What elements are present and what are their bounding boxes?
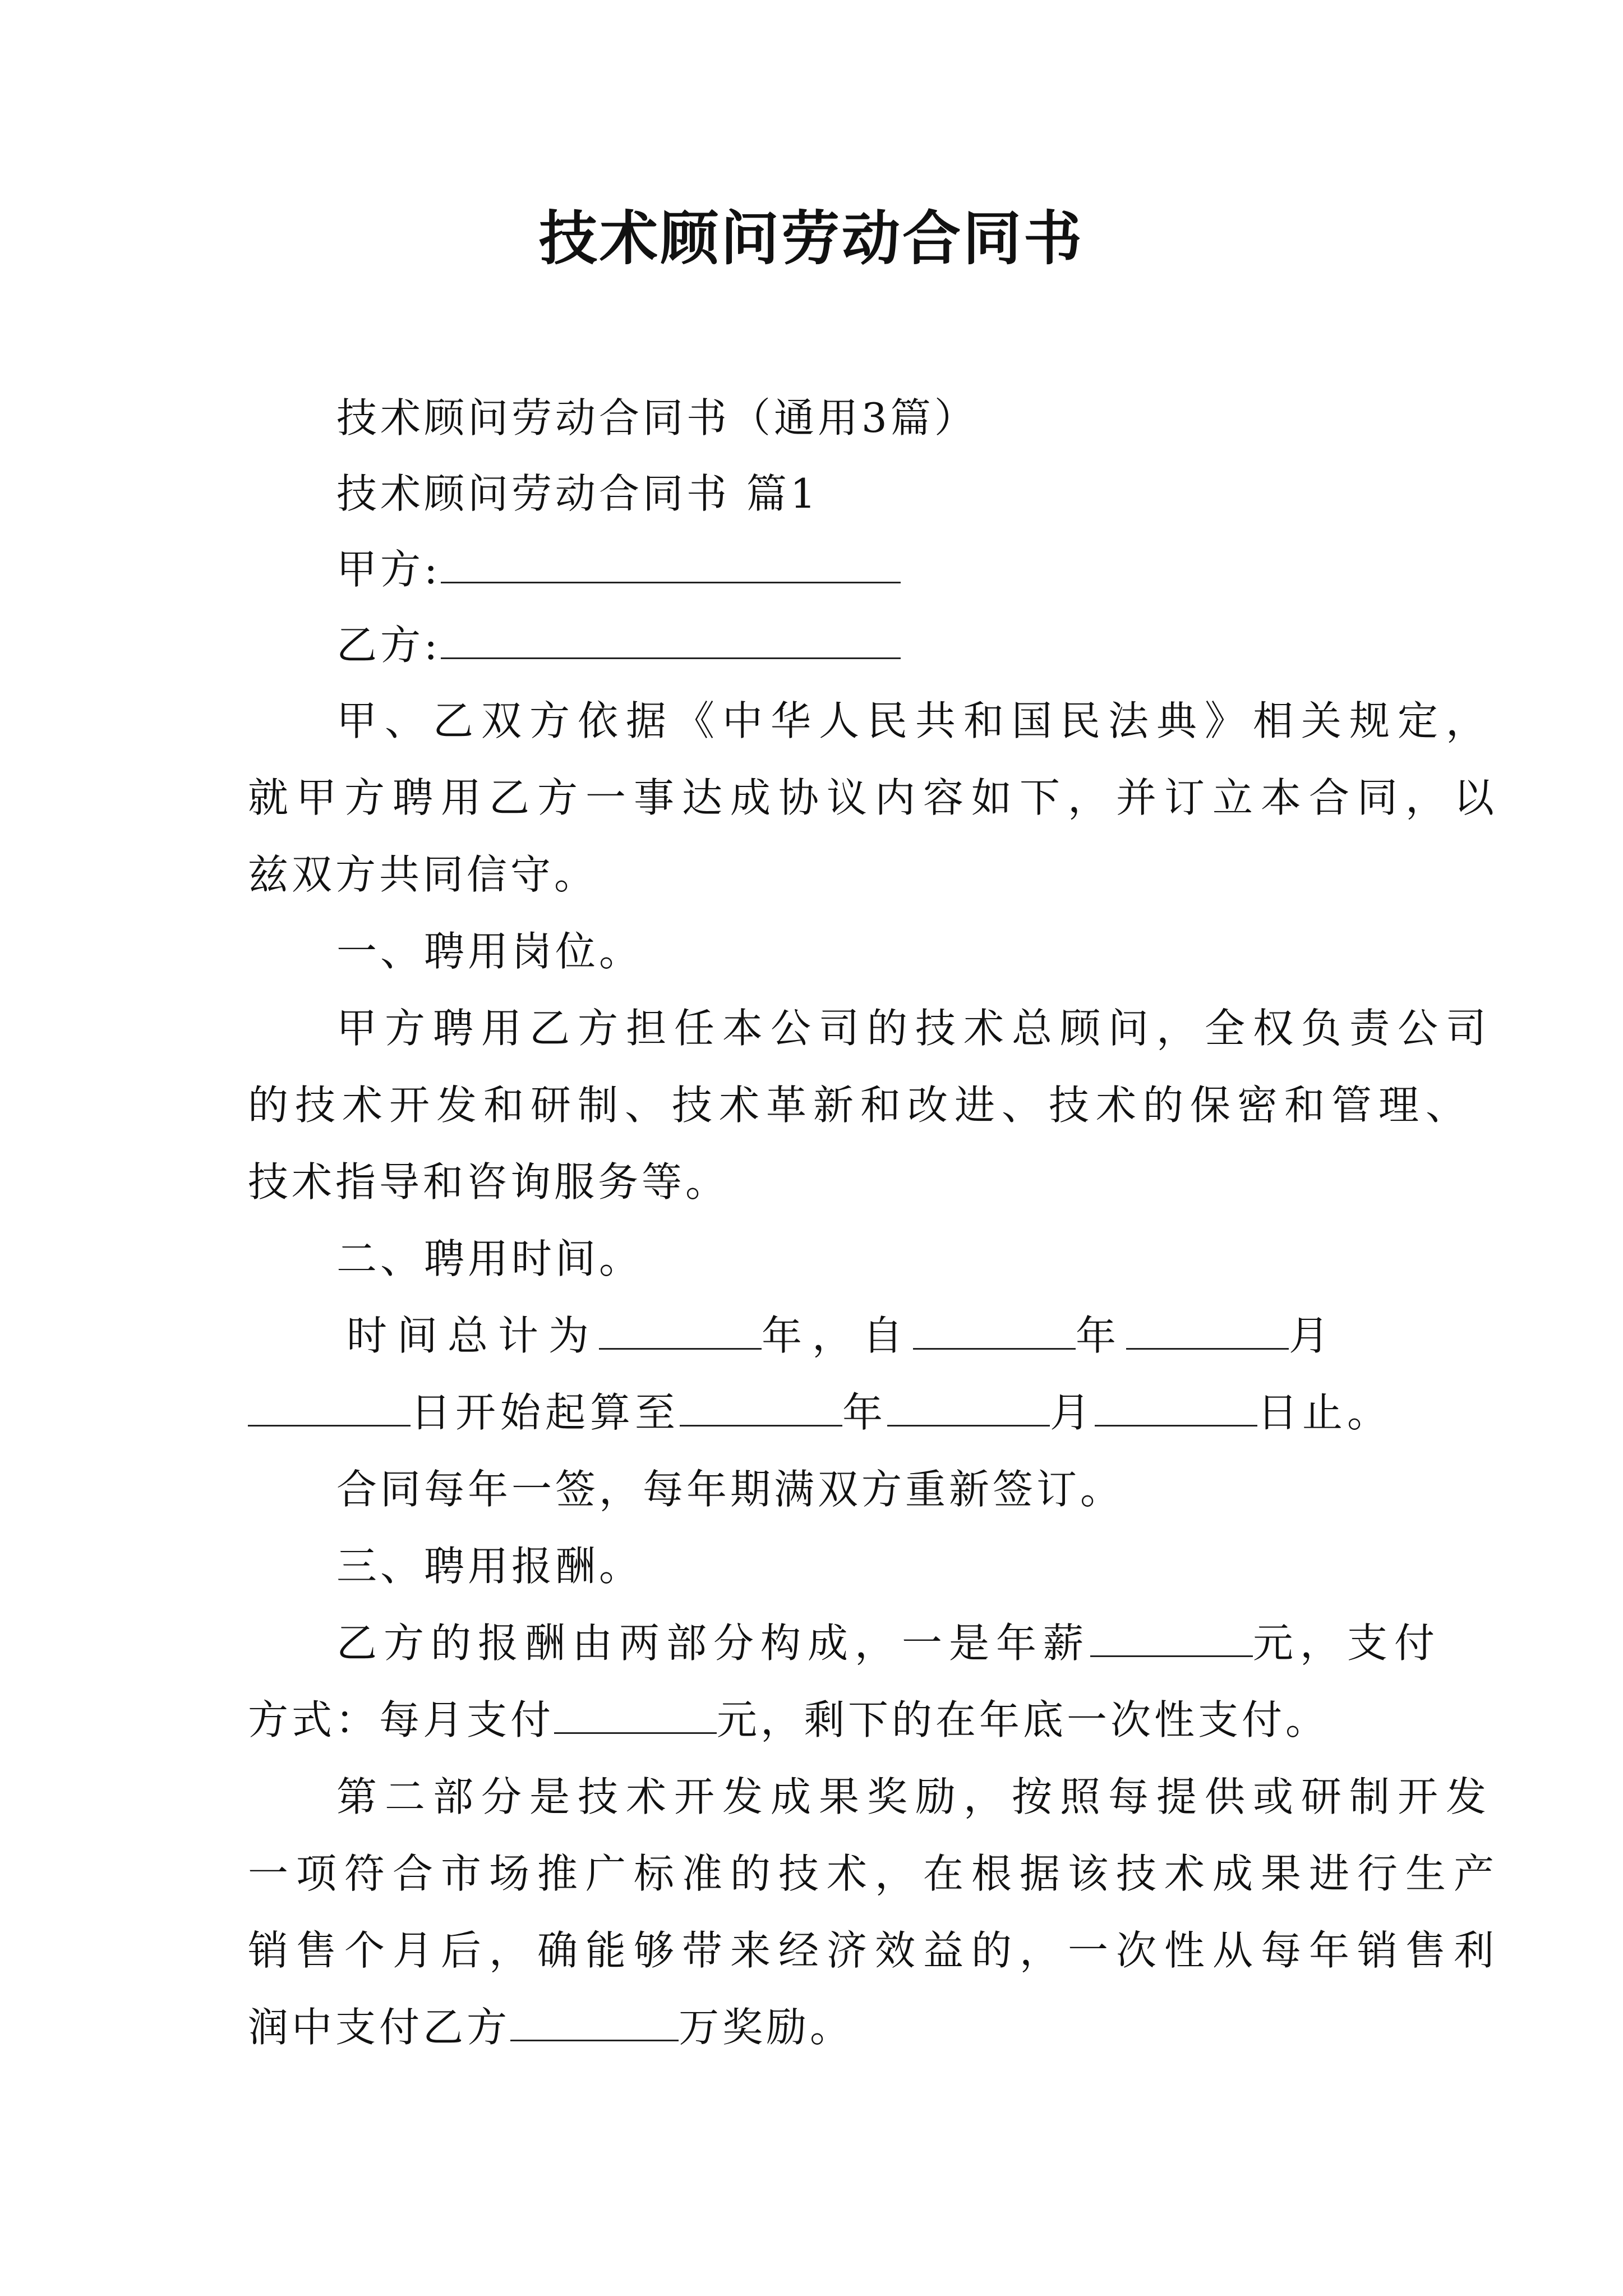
payment-text: 元，剩下的在年底一次性支付。 xyxy=(717,1696,1330,1743)
party-a-line xyxy=(336,541,1380,597)
paragraph-line: 甲方聘用乙方担任本公司的技术总顾问，全权负责公司 xyxy=(336,1005,1495,1052)
term-line-1 xyxy=(347,1308,1479,1364)
party-a-label: 甲方: xyxy=(336,546,441,593)
term-text: 月 xyxy=(1289,1312,1340,1359)
bonus-text: 润中支付乙方 xyxy=(248,2004,511,2051)
term-text: 时间总计为 xyxy=(347,1312,600,1359)
party-b-blank xyxy=(441,622,901,659)
salary-text: 乙方的报酬由两部分构成，一是年薪 xyxy=(336,1619,1091,1667)
start-month-blank xyxy=(1126,1312,1289,1350)
subtitle-line: 技术顾问劳动合同书（通用3篇） xyxy=(336,394,978,441)
term-text: 日开始起算至 xyxy=(411,1389,680,1436)
payment-text: 方式：每月支付 xyxy=(248,1696,555,1743)
start-year-blank xyxy=(913,1312,1076,1350)
end-year-blank xyxy=(680,1389,842,1427)
bonus-amount-blank xyxy=(510,2004,679,2041)
monthly-payment-blank xyxy=(554,1696,717,1734)
term-text: 日止。 xyxy=(1257,1389,1393,1436)
section-heading-line: 技术顾问劳动合同书 篇1 xyxy=(336,470,819,517)
paragraph-line: 的技术开发和研制、技术革新和改进、技术的保密和管理、 xyxy=(248,1082,1473,1129)
clause-heading: 一、聘用岗位。 xyxy=(336,928,643,975)
paragraph-line: 兹双方共同信守。 xyxy=(248,851,598,898)
term-line-2 xyxy=(248,1384,1393,1441)
party-a-blank xyxy=(441,546,901,583)
end-day-blank xyxy=(1095,1389,1257,1427)
payment-line xyxy=(248,1692,1381,1748)
bonus-text: 万奖励。 xyxy=(679,2004,854,2051)
paragraph-line: 第二部分是技术开发成果奖励，按照每提供或研制开发 xyxy=(336,1773,1495,1820)
bonus-line xyxy=(248,1999,1381,2055)
party-b-line xyxy=(336,617,1380,673)
paragraph-line: 合同每年一签，每年期满双方重新签订。 xyxy=(336,1466,1124,1513)
term-years-blank xyxy=(599,1312,762,1350)
term-text: 年，自 xyxy=(762,1312,914,1359)
party-b-label: 乙方: xyxy=(336,622,441,669)
start-day-blank xyxy=(248,1389,411,1427)
term-text: 年 xyxy=(1076,1312,1127,1359)
paragraph-line: 技术指导和咨询服务等。 xyxy=(248,1158,730,1205)
term-text: 月 xyxy=(1050,1389,1095,1436)
salary-line xyxy=(336,1615,1442,1671)
document-title: 技术顾问劳动合同书 xyxy=(538,204,1084,273)
end-month-blank xyxy=(887,1389,1050,1427)
term-text: 年 xyxy=(842,1389,888,1436)
paragraph-line: 就甲方聘用乙方一事达成协议内容如下，并订立本合同，以 xyxy=(248,774,1502,821)
salary-text: 元，支付 xyxy=(1253,1619,1442,1667)
paragraph-line: 一项符合市场推广标准的技术，在根据该技术成果进行生产 xyxy=(248,1850,1502,1897)
paragraph-line: 销售个月后，确能够带来经济效益的，一次性从每年销售利 xyxy=(248,1927,1502,1974)
clause-heading: 三、聘用报酬。 xyxy=(336,1543,643,1590)
paragraph-line: 甲、乙双方依据《中华人民共和国民法典》相关规定， xyxy=(336,697,1495,744)
annual-salary-blank xyxy=(1090,1619,1253,1657)
clause-heading: 二、聘用时间。 xyxy=(336,1235,643,1282)
